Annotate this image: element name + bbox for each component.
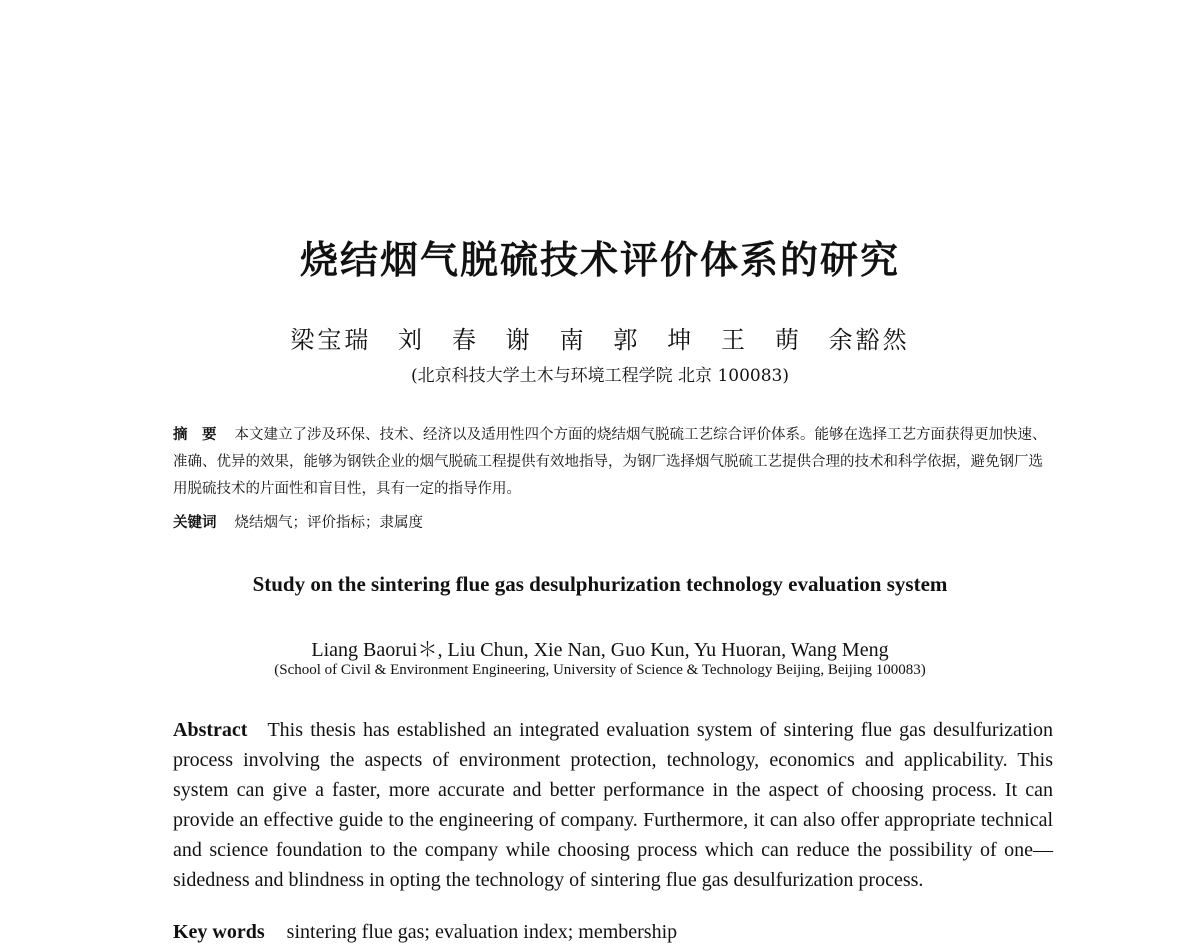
chinese-author-list	[0, 320, 1200, 355]
chinese-abstract-label: 摘 要	[173, 427, 217, 443]
english-abstract-label: Abstract	[173, 719, 248, 741]
english-keywords-text: sintering flue gas; evaluation index; membership	[286, 921, 678, 943]
chinese-affiliation: (北京科技大学土木与环境工程学院 北京 100083)	[411, 366, 789, 386]
chinese-author: 余豁然	[828, 326, 910, 354]
chinese-author: 刘 春	[398, 326, 480, 354]
chinese-abstract-text: 本文建立了涉及环保、技术、经济以及适用性四个方面的烧结烟气脱硫工艺综合评价体系。能够在选择工艺方面获得更加快速、准确、优异的效果，能够为钢铁企业的烟气脱硫工程提供有效地指导，为钢厂选择烟气脱硫工艺提供合理的技术和科学依据，避免钢厂选用脱硫技术的片面性和盲目性，具有一定的指导作用。	[173, 427, 1047, 497]
english-title: Study on the sintering flue gas desulphurization technology evaluation system	[252, 572, 948, 596]
chinese-keywords-label: 关键词	[173, 515, 217, 531]
english-keywords	[173, 921, 1053, 944]
chinese-author: 梁宝瑞	[290, 326, 372, 354]
chinese-title: 烧结烟气脱硫技术评价体系的研究	[299, 238, 900, 282]
chinese-keywords-text: 烧结烟气；评价指标；隶属度	[234, 515, 423, 531]
english-authors: Liang Baorui＊, Liu Chun, Xie Nan, Guo Kun, Yu Huoran, Wang Meng	[311, 639, 889, 661]
chinese-abstract	[173, 422, 1053, 503]
english-abstract	[173, 715, 1053, 895]
chinese-author: 郭 坤	[613, 326, 695, 354]
chinese-author: 王 萌	[720, 326, 802, 354]
chinese-keywords	[173, 511, 1053, 532]
chinese-author: 谢 南	[505, 326, 587, 354]
english-keywords-label: Key words	[173, 921, 265, 943]
english-abstract-text: This thesis has established an integrated evaluation system of sintering flue gas desulfurization process involving the aspects of environment protection, technology, economics and applicability. This system can give a faster, more accurate and better performance in the aspect of choosing process. It can provide an effective guide to the engineering of company. Furthermore, it can also offer appropriate technical and science foundation to the company while choosing process which can reduce the possibility of one—sidedness and blindness in opting the technology of sintering flue gas desulfurization process.	[173, 719, 1053, 891]
english-affiliation: (School of Civil & Environment Engineering, University of Science & Technology Beijing, Beijing 100083)	[274, 662, 926, 678]
